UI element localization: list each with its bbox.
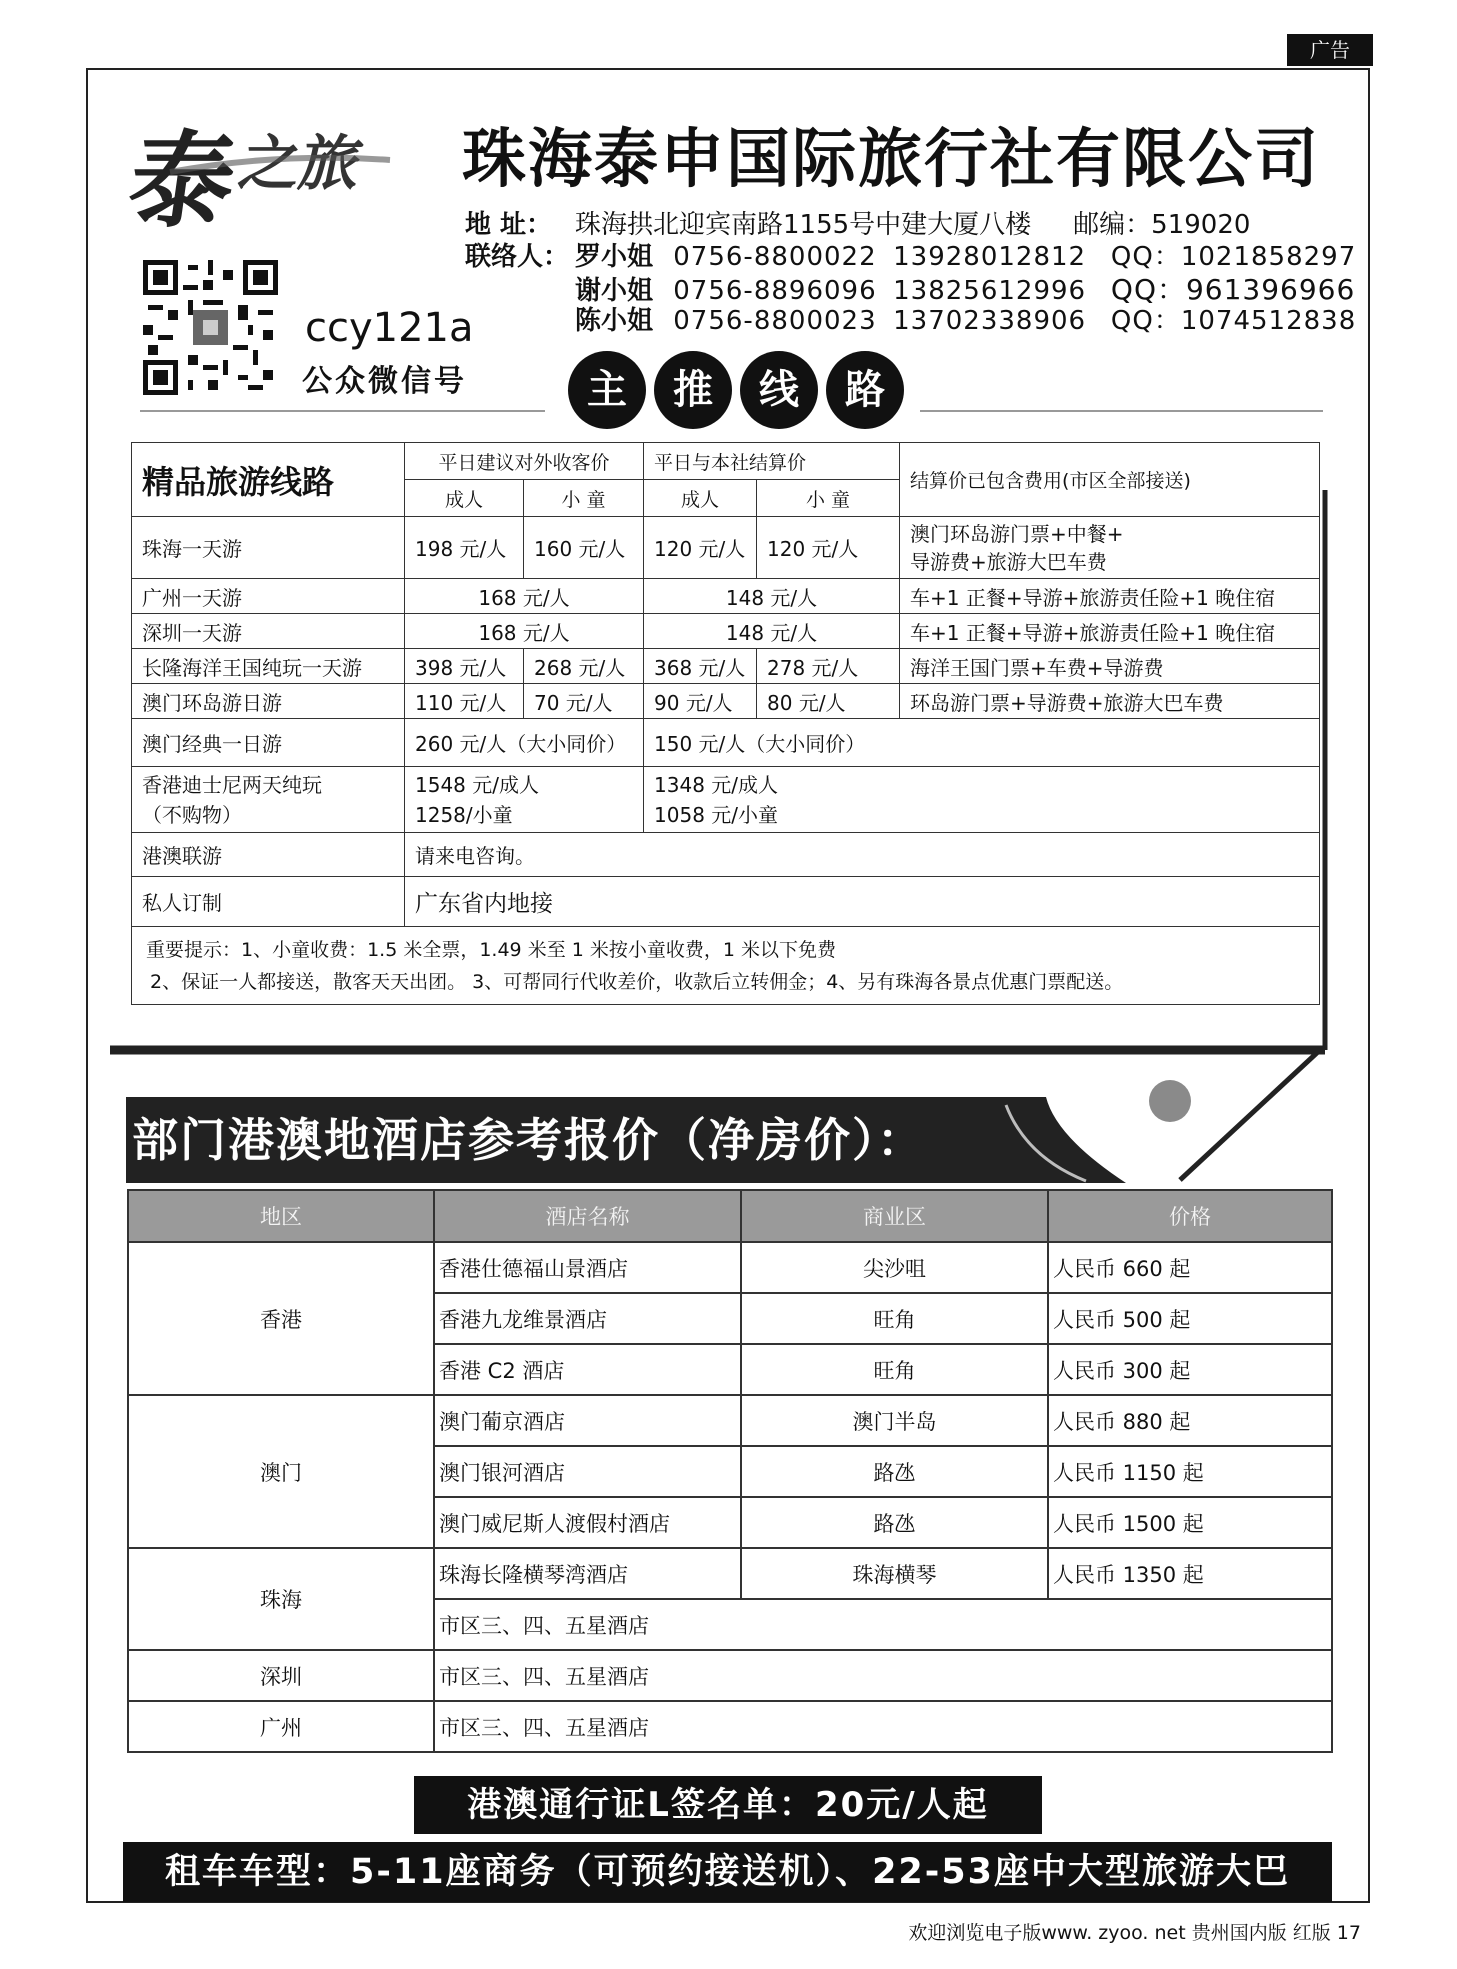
route-name-line: （不购物） (142, 802, 242, 827)
includes-cell: 车+1 正餐+导游+旅游责任险+1 晚住宿 (900, 579, 1320, 614)
svg-text:泰: 泰 (121, 119, 243, 242)
note-cell: 请来电咨询。 (405, 833, 1320, 877)
divider (140, 410, 545, 412)
price-line: 1348 元/成人 (654, 772, 779, 797)
note-line: 重要提示：1、小童收费：1.5 米全票，1.49 米至 1 米按小童收费，1 米以下免费 (146, 938, 836, 961)
route-badge: 推 (654, 351, 732, 429)
route-badge: 路 (826, 351, 904, 429)
contact-row (575, 300, 1356, 337)
hotel-name: 澳门银河酒店 (434, 1446, 741, 1497)
area-cell: 旺角 (741, 1344, 1048, 1395)
price-cell: 148 元/人 (644, 614, 900, 649)
address-value: 珠海拱北迎宾南路1155号中建大厦八楼 (575, 210, 1032, 240)
contact-qq: QQ：961396966 (1110, 273, 1356, 306)
visa-banner: 港澳通行证L签名单：20元/人起 (414, 1776, 1042, 1834)
contact-phone: 0756-8800023 (673, 306, 877, 336)
contact-phone: 0756-8800022 (673, 242, 877, 272)
contact-qq: QQ：1021858297 (1110, 242, 1357, 272)
table-row (128, 1242, 1332, 1293)
contact-mobile: 13825612996 (893, 276, 1087, 306)
area-cell: 尖沙咀 (741, 1242, 1048, 1293)
header-area: 商业区 (741, 1190, 1048, 1242)
price-cell: 80 元/人 (757, 684, 900, 719)
price-cell: 198 元/人 (405, 517, 524, 579)
table-row (128, 1548, 1332, 1599)
hotel-name: 香港 C2 酒店 (434, 1344, 741, 1395)
area-cell: 珠海横琴 (741, 1548, 1048, 1599)
wechat-label: 公众微信号 (302, 364, 467, 399)
contact-phone: 0756-8896096 (673, 276, 877, 306)
hotel-name: 市区三、四、五星酒店 (434, 1650, 1332, 1701)
route-name: 澳门经典一日游 (132, 719, 405, 767)
contacts-label: 联络人： (465, 242, 570, 272)
qr-code (143, 260, 278, 395)
price-cell: 120 元/人 (757, 517, 900, 579)
route-badge: 线 (740, 351, 818, 429)
price-cell: 168 元/人 (405, 614, 644, 649)
hotel-name: 珠海长隆横琴湾酒店 (434, 1548, 741, 1599)
table-row (128, 1650, 1332, 1701)
decorative-lines (110, 490, 1350, 1190)
price-line: 1258/小童 (415, 802, 513, 827)
price-cell: 160 元/人 (524, 517, 644, 579)
note-cell: 广东省内地接 (405, 877, 1320, 927)
route-name: 珠海一天游 (132, 517, 405, 579)
includes-line: 澳门环岛游门票+中餐+ (910, 521, 1124, 546)
header-region: 地区 (128, 1190, 434, 1242)
includes-cell: 车+1 正餐+导游+旅游责任险+1 晚住宿 (900, 614, 1320, 649)
company-logo (121, 112, 430, 252)
includes-line: 导游费+旅游大巴车费 (910, 549, 1107, 574)
group-header: 平日与本社结算价 (644, 443, 900, 480)
contact-name: 罗小姐 (575, 242, 654, 272)
contact-qq: QQ：1074512838 (1110, 306, 1357, 336)
route-name: 广州一天游 (132, 579, 405, 614)
col-adult: 成人 (405, 480, 524, 517)
region-cell: 珠海 (128, 1548, 434, 1650)
price-cell: 110 元/人 (405, 684, 524, 719)
hotel-section-title: 部门港澳地酒店参考报价（净房价）： (132, 1113, 925, 1167)
hotel-name: 澳门葡京酒店 (434, 1395, 741, 1446)
area-cell: 路氹 (741, 1497, 1048, 1548)
price-cell: 人民币 1500 起 (1048, 1497, 1332, 1548)
price-cell: 268 元/人 (524, 649, 644, 684)
col-child: 小 童 (757, 480, 900, 517)
price-cell: 人民币 300 起 (1048, 1344, 1332, 1395)
price-cell: 人民币 500 起 (1048, 1293, 1332, 1344)
region-cell: 澳门 (128, 1395, 434, 1548)
ad-tag: 广告 (1287, 34, 1373, 66)
route-name: 深圳一天游 (132, 614, 405, 649)
route-name: 长隆海洋王国纯玩一天游 (132, 649, 405, 684)
contact-mobile: 13928012812 (893, 242, 1087, 272)
price-line: 1058 元/小童 (654, 802, 779, 827)
price-cell: 人民币 660 起 (1048, 1242, 1332, 1293)
price-cell: 90 元/人 (644, 684, 757, 719)
price-cell: 人民币 880 起 (1048, 1395, 1332, 1446)
table-row (128, 1395, 1332, 1446)
car-rental-banner: 租车车型：5-11座商务（可预约接送机）、22-53座中大型旅游大巴 (123, 1842, 1332, 1902)
contact-mobile: 13702338906 (893, 306, 1087, 336)
area-cell: 澳门半岛 (741, 1395, 1048, 1446)
route-name: 私人订制 (132, 877, 405, 927)
contact-name: 谢小姐 (575, 276, 654, 306)
price-line: 1548 元/成人 (415, 772, 539, 797)
contact-name: 陈小姐 (575, 306, 654, 336)
hotel-price-table (127, 1189, 1333, 1753)
price-cell: 278 元/人 (757, 649, 900, 684)
divider (920, 410, 1323, 412)
route-name: 澳门环岛游日游 (132, 684, 405, 719)
includes-cell: 环岛游门票+导游费+旅游大巴车费 (900, 684, 1320, 719)
header-price: 价格 (1048, 1190, 1332, 1242)
includes-cell: 海洋王国门票+车费+导游费 (900, 649, 1320, 684)
hotel-name: 市区三、四、五星酒店 (434, 1599, 1332, 1650)
postcode: 邮编：519020 (1073, 210, 1251, 240)
price-cell: 人民币 1150 起 (1048, 1446, 1332, 1497)
price-cell: 168 元/人 (405, 579, 644, 614)
wechat-id: ccy121a (305, 305, 474, 351)
svg-text:之旅: 之旅 (233, 128, 369, 199)
company-name: 珠海泰申国际旅行社有限公司 (462, 123, 1320, 197)
col-child: 小 童 (524, 480, 644, 517)
price-cell: 148 元/人 (644, 579, 900, 614)
hotel-name: 市区三、四、五星酒店 (434, 1701, 1332, 1752)
tour-table-title: 精品旅游线路 (132, 443, 405, 517)
note-line: 2、保证一人都接送，散客天天出团。 3、可帮同行代收差价，收款后立转佣金；4、另有珠海各景点优惠门票配送。 (150, 970, 1124, 993)
includes-header: 结算价已包含费用(市区全部接送) (900, 443, 1320, 517)
region-cell: 香港 (128, 1242, 434, 1395)
hotel-name: 澳门威尼斯人渡假村酒店 (434, 1497, 741, 1548)
gray-dot (1149, 1080, 1191, 1122)
address-label: 地 址： (465, 210, 553, 240)
price-cell: 398 元/人 (405, 649, 524, 684)
route-name-line: 香港迪士尼两天纯玩 (142, 772, 322, 797)
price-cell: 人民币 1350 起 (1048, 1548, 1332, 1599)
hotel-name: 香港九龙维景酒店 (434, 1293, 741, 1344)
page-footer: 欢迎浏览电子版www. zyoo. net 贵州国内版 红版 17 (908, 1922, 1361, 1944)
col-adult: 成人 (644, 480, 757, 517)
route-name: 港澳联游 (132, 833, 405, 877)
area-cell: 路氹 (741, 1446, 1048, 1497)
route-badge: 主 (568, 351, 646, 429)
price-cell: 150 元/人（大小同价） (644, 719, 1320, 767)
region-cell: 广州 (128, 1701, 434, 1752)
group-header: 平日建议对外收客价 (405, 443, 644, 480)
area-cell: 旺角 (741, 1293, 1048, 1344)
region-cell: 深圳 (128, 1650, 434, 1701)
table-row (128, 1701, 1332, 1752)
price-cell: 70 元/人 (524, 684, 644, 719)
price-cell: 260 元/人（大小同价） (405, 719, 644, 767)
header-hotel: 酒店名称 (434, 1190, 741, 1242)
price-cell: 120 元/人 (644, 517, 757, 579)
price-cell: 368 元/人 (644, 649, 757, 684)
hotel-name: 香港仕德福山景酒店 (434, 1242, 741, 1293)
